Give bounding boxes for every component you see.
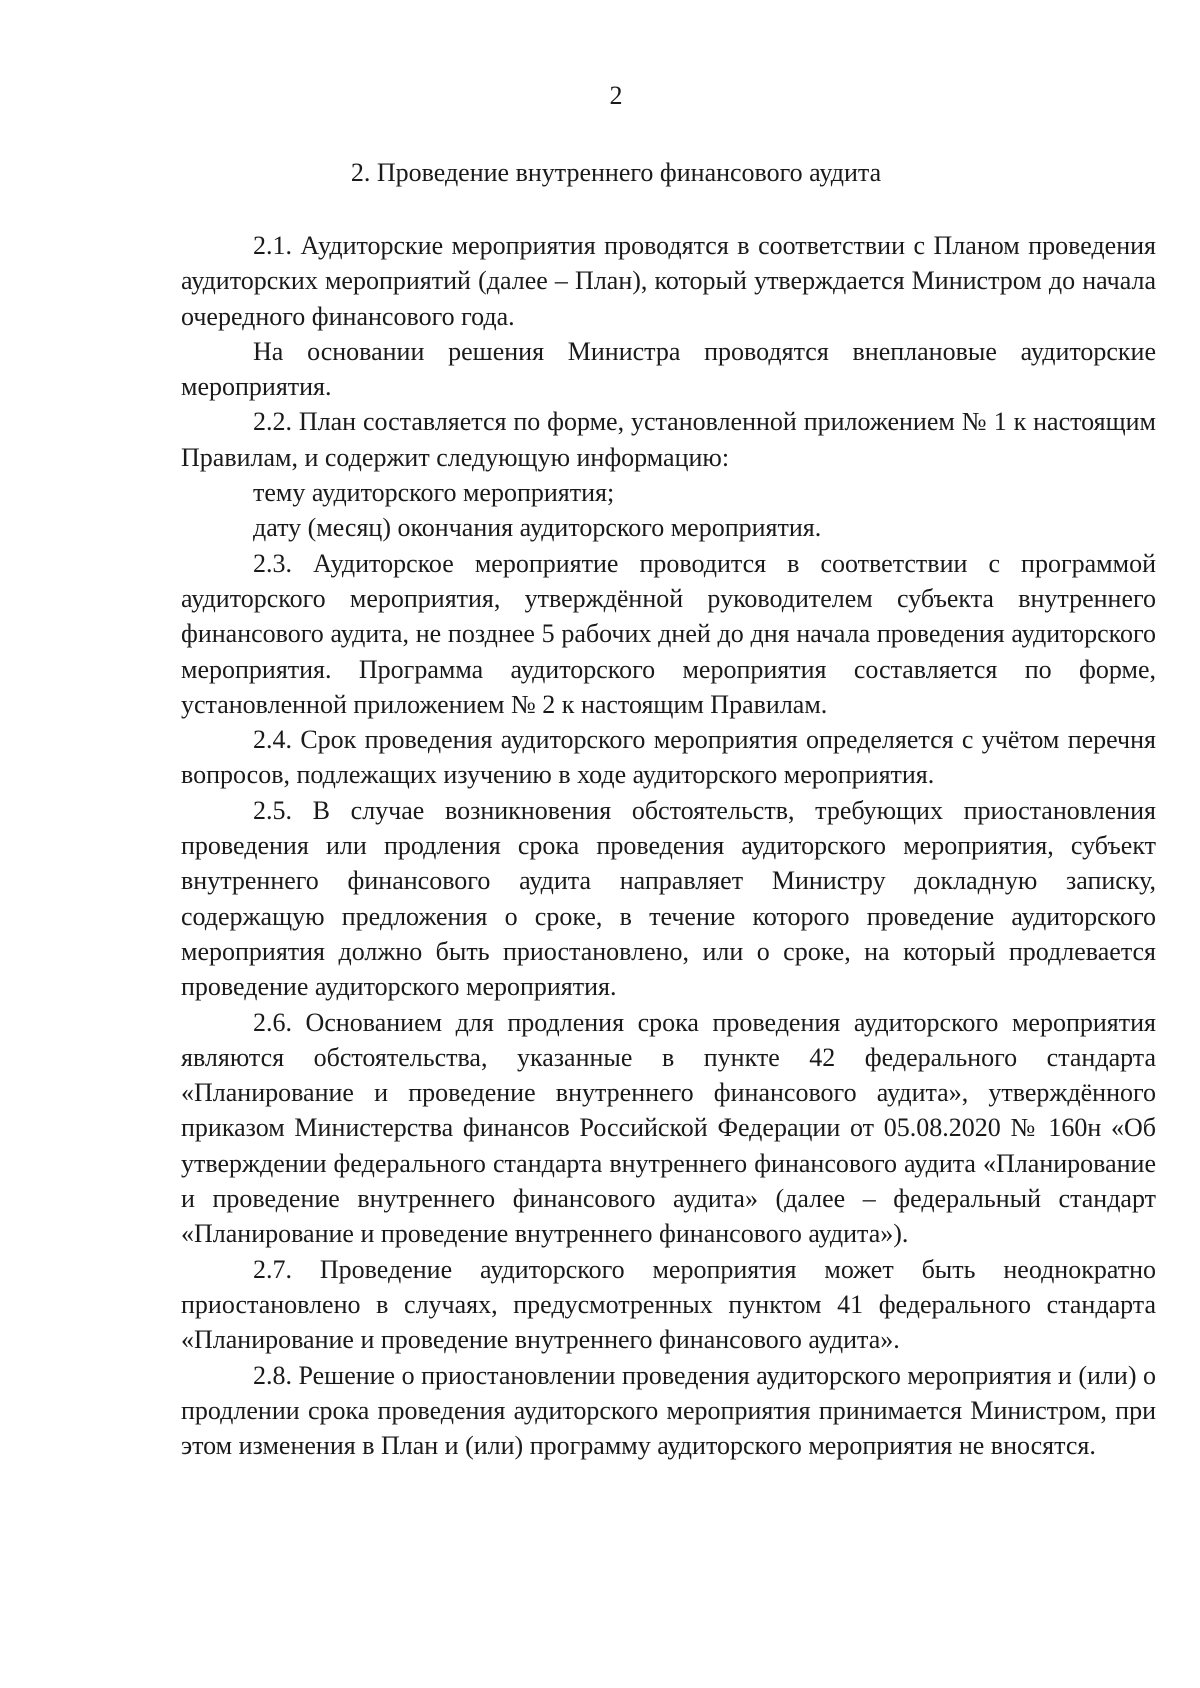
- paragraph-2-2: 2.2. План составляется по форме, установленной приложением № 1 к настоящим Правилам, и содержит следующую информацию:: [181, 407, 1156, 472]
- paragraph-2-1: 2.1. Аудиторские мероприятия проводятся в соответствии с Планом проведения аудиторских мероприятий (далее – План), который утверждается Министром до начала очередного финансового года.: [181, 231, 1156, 331]
- section-heading: 2. Проведение внутреннего финансового аудита: [350, 158, 882, 187]
- paragraph-2-4: 2.4. Срок проведения аудиторского мероприятия определяется с учётом перечня вопросов, подлежащих изучению в ходе аудиторского мероприятия.: [181, 725, 1156, 790]
- list-item-topic: тему аудиторского мероприятия;: [253, 478, 615, 508]
- list-item-end-date: дату (месяц) окончания аудиторского мероприятия.: [253, 513, 822, 543]
- page-number: 2: [609, 81, 623, 110]
- paragraph-2-7: 2.7. Проведение аудиторского мероприятия может быть неоднократно приостановлено в случаях, предусмотренных пунктом 41 федерального стандарта «Планирование и проведение внутреннего финансового аудита».: [181, 1254, 1156, 1355]
- paragraph-2-8: 2.8. Решение о приостановлении проведения аудиторского мероприятия и (или) о продлении срока проведения аудиторского мероприятия принимается Министром, при этом изменения в План и (или) программу аудиторского мероприятия не вносятся.: [181, 1360, 1156, 1461]
- paragraph-2-5: 2.5. В случае возникновения обстоятельств, требующих приостановления проведения или продления срока проведения аудиторского мероприятия, субъект внутреннего финансового аудита направляет Министру докладную записку, содержащую предложения о сроке, в течение которого проведение аудиторского мероприятия должно быть приостановлено, или о сроке, на который продлевается проведение аудиторского мероприятия.: [181, 795, 1156, 1002]
- paragraph-unplanned-audits: На основании решения Министра проводятся внеплановые аудиторские мероприятия.: [181, 336, 1156, 402]
- document-body: [181, 228, 1156, 1463]
- paragraph-2-3: 2.3. Аудиторское мероприятие проводится в соответствии с программой аудиторского мероприятия, утверждённой руководителем субъекта внутреннего финансового аудита, не позднее 5 рабочих дней до дня начала проведения аудиторского мероприятия. Программа аудиторского мероприятия составляется по форме, установленной приложением № 2 к настоящим Правилам.: [181, 548, 1156, 719]
- paragraph-2-6: 2.6. Основанием для продления срока проведения аудиторского мероприятия являются обстоятельства, указанные в пункте 42 федерального стандарта «Планирование и проведение внутреннего финансового аудита», утверждённого приказом Министерства финансов Российской Федерации от 05.08.2020 № 160н «Об утверждении федерального стандарта внутреннего финансового аудита «Планирование и проведение внутреннего финансового аудита» (далее – федеральный стандарт «Планирование и проведение внутреннего финансового аудита»).: [181, 1007, 1156, 1249]
